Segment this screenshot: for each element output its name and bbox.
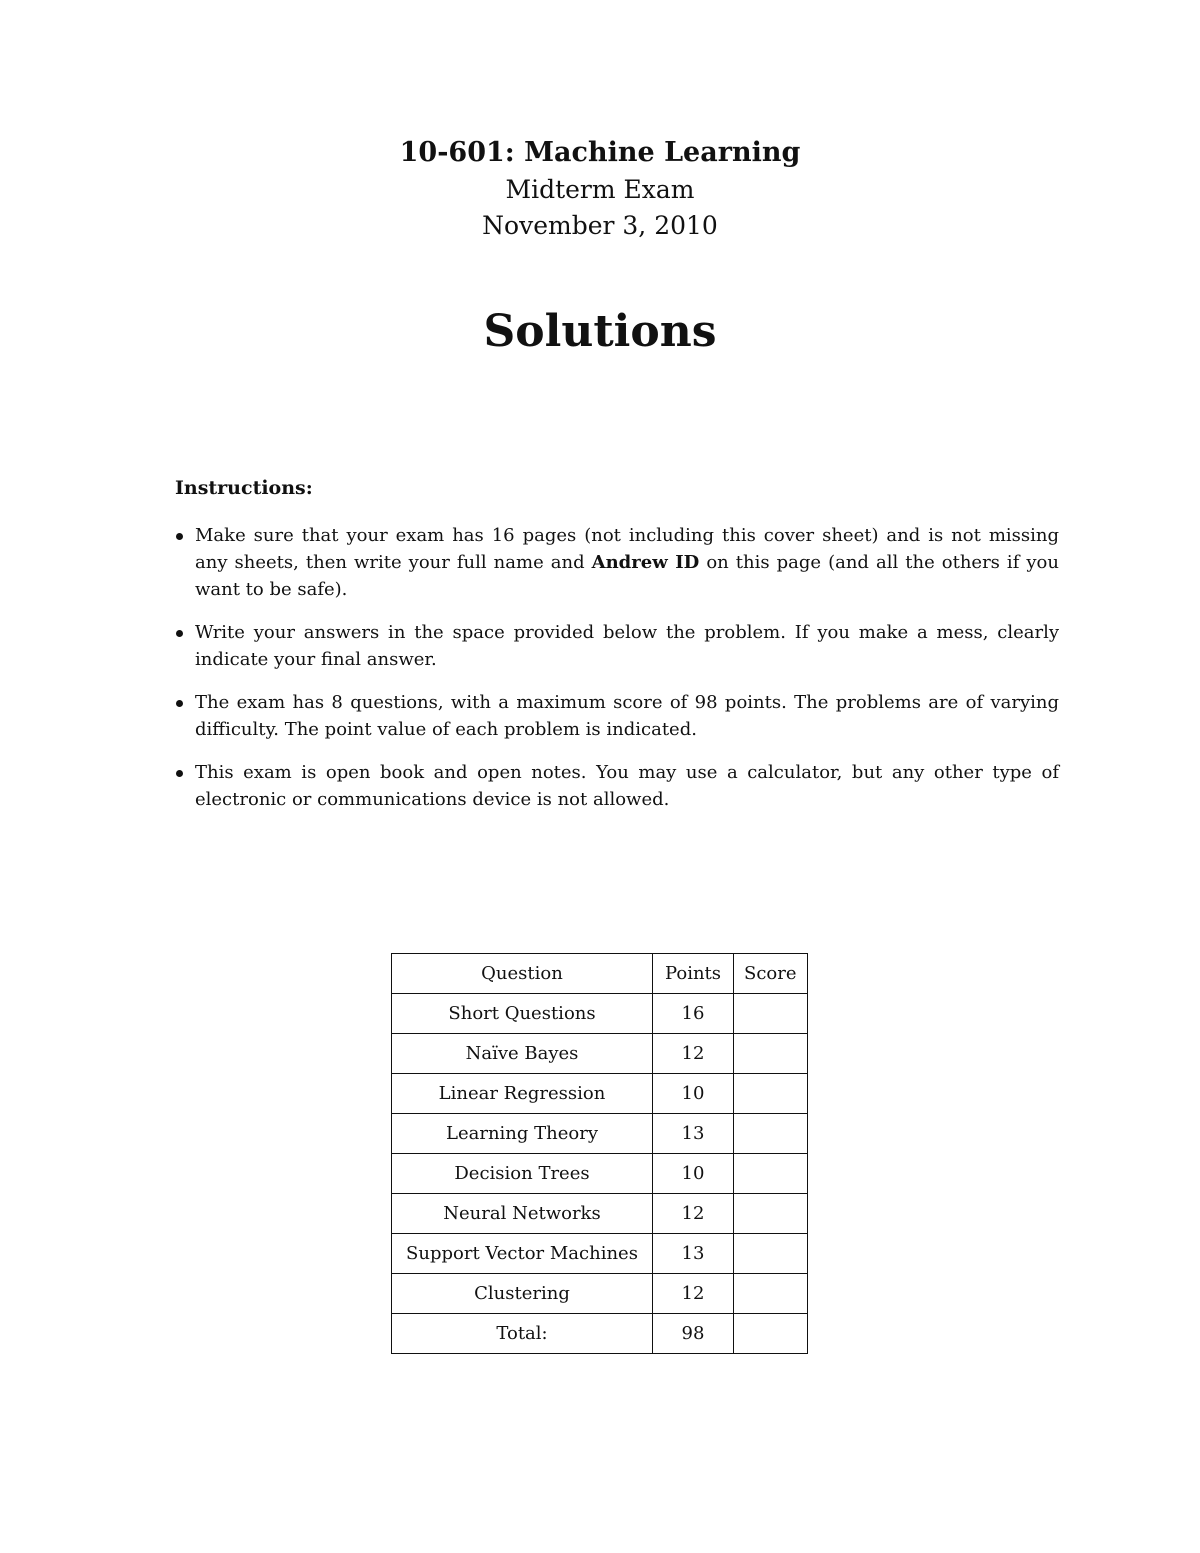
points-cell: 13 [653,1234,734,1274]
header-question: Question [392,954,653,994]
table-row [392,994,808,1034]
exam-name: Midterm Exam [505,175,695,204]
question-cell: Support Vector Machines [392,1234,653,1274]
points-cell: 16 [653,994,734,1034]
question-cell: Learning Theory [392,1114,653,1154]
table-row [392,1074,808,1114]
total-points: 98 [653,1314,734,1354]
score-cell[interactable] [734,1234,808,1274]
score-cell[interactable] [734,1194,808,1234]
header-score: Score [734,954,808,994]
question-cell: Short Questions [392,994,653,1034]
score-cell[interactable] [734,1034,808,1074]
course-title: 10-601: Machine Learning [399,137,801,168]
table-row [392,1194,808,1234]
instruction-item [175,689,1059,743]
table-header-row [392,954,808,994]
question-cell: Neural Networks [392,1194,653,1234]
instruction-emphasis: Andrew ID [591,552,700,573]
header-points: Points [653,954,734,994]
table-row [392,1154,808,1194]
instruction-item [175,522,1059,603]
instruction-text: This exam is open book and open notes. You may use a calculator, but any other type of electronic or communications device is not allowed. [195,762,1059,810]
instruction-text-after: on this page (and all the others if you want to be safe). [195,552,1059,600]
table-row [392,1034,808,1074]
score-cell[interactable] [734,1154,808,1194]
instructions-heading: Instructions: [175,477,313,499]
exam-date: November 3, 2010 [482,211,718,240]
score-cell[interactable] [734,1274,808,1314]
table-row [392,1114,808,1154]
question-cell: Clustering [392,1274,653,1314]
points-cell: 12 [653,1194,734,1234]
question-cell: Decision Trees [392,1154,653,1194]
question-cell: Linear Regression [392,1074,653,1114]
instruction-text: Write your answers in the space provided below the problem. If you make a mess, clearly indicate your final answer. [195,622,1059,670]
points-cell: 13 [653,1114,734,1154]
table-row [392,1274,808,1314]
score-cell[interactable] [734,994,808,1034]
points-cell: 12 [653,1034,734,1074]
instruction-item [175,619,1059,673]
points-cell: 10 [653,1074,734,1114]
exam-header [0,134,1200,244]
instruction-text: Make sure that your exam has 16 pages (not including this cover sheet) and is not missing any sheets, then write your full name and [195,525,1059,573]
score-table [391,953,808,1354]
table-total-row [392,1314,808,1354]
score-cell[interactable] [734,1114,808,1154]
total-score-cell[interactable] [734,1314,808,1354]
instructions-list [175,522,1059,829]
instruction-item [175,759,1059,813]
table-row [392,1234,808,1274]
question-cell: Naïve Bayes [392,1034,653,1074]
instruction-text: The exam has 8 questions, with a maximum score of 98 points. The problems are of varying difficulty. The point value of each problem is indicated. [195,692,1059,740]
solutions-title: Solutions [483,306,717,357]
points-cell: 10 [653,1154,734,1194]
total-label: Total: [392,1314,653,1354]
score-cell[interactable] [734,1074,808,1114]
points-cell: 12 [653,1274,734,1314]
